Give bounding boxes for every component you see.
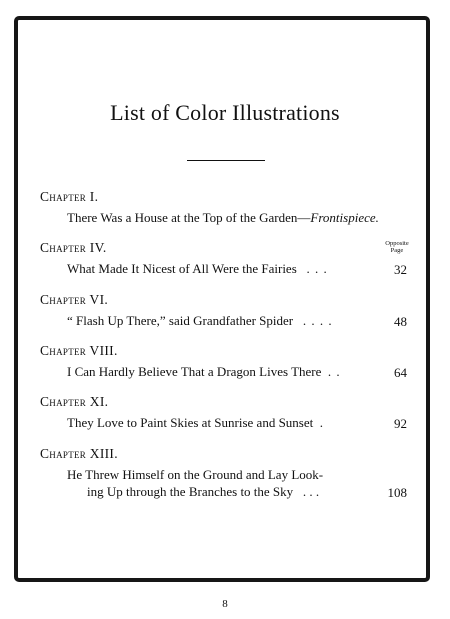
leader-dots: . . . xyxy=(302,484,320,499)
chapter-label: Chapter I. xyxy=(40,189,99,204)
page-number: 108 xyxy=(387,485,407,500)
leader-dots: . xyxy=(319,415,325,430)
illustration-caption xyxy=(67,261,328,277)
illustration-caption-continued xyxy=(87,484,319,500)
caption-text: What Made It Nicest of All Were the Fairies xyxy=(67,261,297,276)
illustration-caption xyxy=(67,313,333,329)
illustration-caption xyxy=(67,210,379,226)
caption-text: They Love to Paint Skies at Sunrise and Sunset xyxy=(67,415,314,430)
leader-dots: . . xyxy=(327,364,341,379)
page-number: 92 xyxy=(394,416,407,431)
caption-text: I Can Hardly Believe That a Dragon Lives There xyxy=(67,364,322,379)
footer-page-number: 8 xyxy=(222,598,228,610)
caption-italic: Frontispiece. xyxy=(310,210,379,225)
chapter-label: Chapter VIII. xyxy=(40,343,118,358)
page-number: 48 xyxy=(394,314,407,329)
caption-text: “ Flash Up There,” said Grandfather Spider xyxy=(67,313,294,328)
leader-dots: . . . . xyxy=(302,313,333,328)
page-number: 64 xyxy=(394,365,407,380)
chapter-label: Chapter XI. xyxy=(40,394,109,409)
illustration-caption xyxy=(67,467,323,483)
chapter-label: Chapter XIII. xyxy=(40,446,118,461)
illustration-caption xyxy=(67,364,341,380)
illustration-caption xyxy=(67,415,324,431)
chapter-label: Chapter IV. xyxy=(40,240,107,255)
title-divider xyxy=(187,160,265,161)
caption-text: There Was a House at the Top of the Garden— xyxy=(67,210,311,225)
page-number: 32 xyxy=(394,262,407,277)
leader-dots: . . . xyxy=(306,261,328,276)
chapter-label: Chapter VI. xyxy=(40,292,109,307)
caption-text: ing Up through the Branches to the Sky xyxy=(87,484,294,499)
page-title: List of Color Illustrations xyxy=(110,100,340,125)
opposite-page-label: Opposite Page xyxy=(385,240,409,254)
caption-text: He Threw Himself on the Ground and Lay Look- xyxy=(67,467,324,482)
